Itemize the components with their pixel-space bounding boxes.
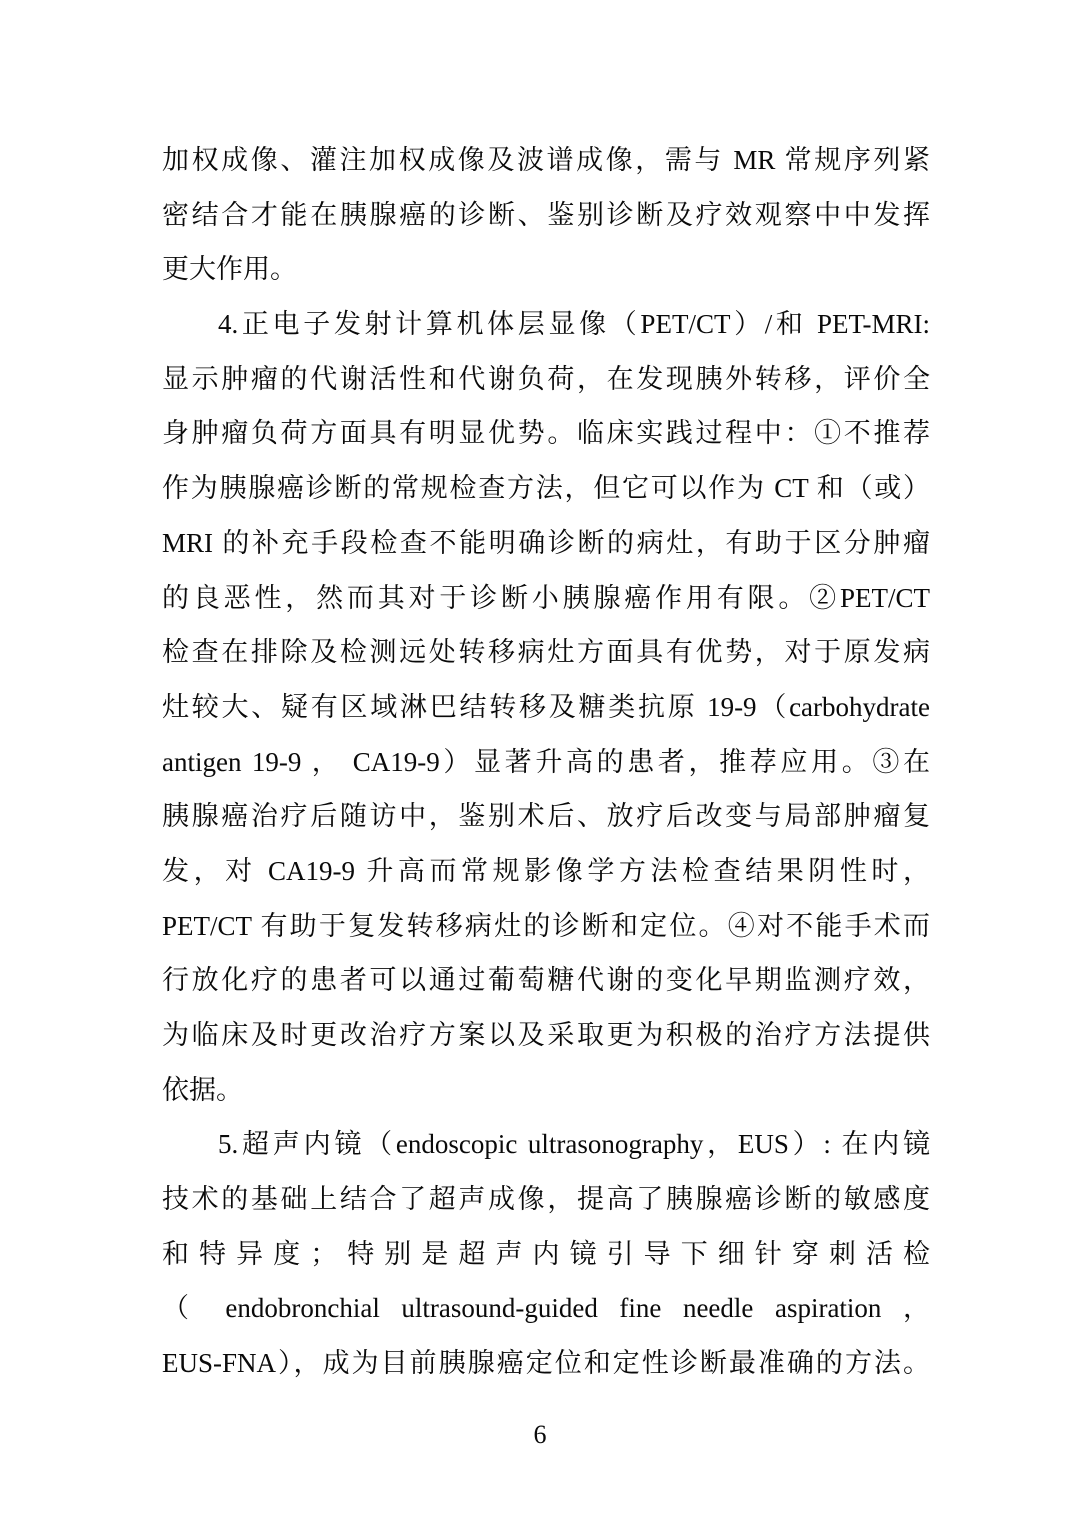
text-line: 技术的基础上结合了超声成像，提高了胰腺癌诊断的敏感度: [162, 1184, 930, 1215]
text-line: 加权成像、灌注加权成像及波谱成像，需与 MR 常规序列紧: [162, 145, 930, 175]
text-line: （ endobronchial ultrasound-guided fine needle aspiration ，: [162, 1293, 930, 1324]
text-line: EUS-FNA），成为目前胰腺癌定位和定性诊断最准确的方法。: [162, 1348, 930, 1379]
text-line: 显示肿瘤的代谢活性和代谢负荷，在发现胰外转移，评价全: [162, 363, 930, 394]
text-line: 发，对 CA19-9 升高而常规影像学方法检查结果阴性时，: [162, 855, 930, 886]
text-line: 灶较大、疑有区域淋巴结转移及糖类抗原 19-9（carbohydrate: [162, 691, 930, 722]
text-line: 和特异度；特别是超声内镜引导下细针穿刺活检: [162, 1238, 930, 1269]
text-line-paragraph-start: 4.正电子发射计算机体层显像（PET/CT）/和 PET-MRI:: [218, 309, 930, 340]
text-line: 密结合才能在胰腺癌的诊断、鉴别诊断及疗效观察中中发挥: [162, 199, 930, 230]
text-line: 依据。: [162, 1074, 243, 1105]
text-line: 胰腺癌治疗后随访中，鉴别术后、放疗后改变与局部肿瘤复: [162, 801, 930, 832]
text-line: antigen 19-9 ， CA19-9）显著升高的患者，推荐应用。③在: [162, 746, 930, 777]
page-number: 6: [533, 1420, 547, 1449]
text-line: 身肿瘤负荷方面具有明显优势。临床实践过程中：①不推荐: [162, 418, 930, 449]
text-line: MRI 的补充手段检查不能明确诊断的病灶，有助于区分肿瘤: [162, 527, 930, 558]
text-line: 更大作用。: [162, 254, 297, 285]
text-line: 检查在排除及检测远处转移病灶方面具有优势，对于原发病: [162, 637, 930, 668]
text-line: 作为胰腺癌诊断的常规检查方法，但它可以作为 CT 和（或）: [162, 473, 930, 504]
text-line: PET/CT 有助于复发转移病灶的诊断和定位。④对不能手术而: [162, 910, 930, 941]
text-line: 为临床及时更改治疗方案以及采取更为积极的治疗方法提供: [162, 1020, 930, 1050]
text-line: 行放化疗的患者可以通过葡萄糖代谢的变化早期监测疗效，: [162, 965, 930, 996]
text-line: 的良恶性，然而其对于诊断小胰腺癌作用有限。②PET/CT: [162, 582, 930, 613]
text-line-paragraph-start: 5.超声内镜（endoscopic ultrasonography，EUS）: 在内镜: [218, 1129, 930, 1160]
text-block: [162, 133, 930, 1391]
